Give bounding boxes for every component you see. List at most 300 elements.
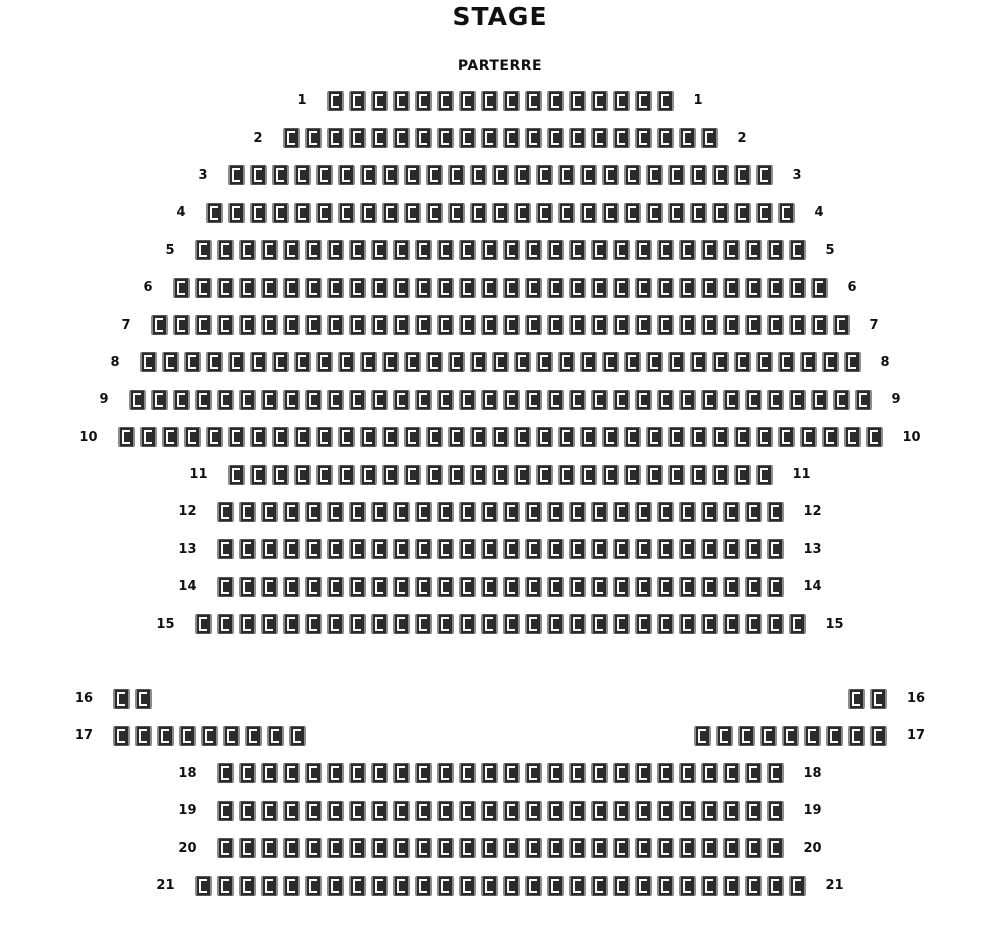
seat-icon[interactable]	[602, 165, 619, 185]
seat-icon[interactable]	[723, 763, 740, 783]
seat-icon[interactable]	[459, 876, 476, 896]
seat-icon[interactable]	[261, 876, 278, 896]
seat-icon[interactable]	[294, 427, 311, 447]
seat-icon[interactable]	[349, 763, 366, 783]
seat-icon[interactable]	[679, 577, 696, 597]
seat-icon[interactable]	[327, 876, 344, 896]
seat-icon[interactable]	[657, 614, 674, 634]
seat-icon[interactable]	[261, 763, 278, 783]
seat-icon[interactable]	[459, 128, 476, 148]
seat-icon[interactable]	[701, 539, 718, 559]
seat-icon[interactable]	[272, 427, 289, 447]
seat-icon[interactable]	[635, 91, 652, 111]
seat-icon[interactable]	[723, 876, 740, 896]
seat-icon[interactable]	[448, 165, 465, 185]
seat-icon[interactable]	[745, 390, 762, 410]
seat-icon[interactable]	[327, 577, 344, 597]
seat-icon[interactable]	[822, 352, 839, 372]
seat-icon[interactable]	[789, 876, 806, 896]
seat-icon[interactable]	[767, 539, 784, 559]
seat-icon[interactable]	[569, 614, 586, 634]
seat-icon[interactable]	[657, 801, 674, 821]
seat-icon[interactable]	[536, 465, 553, 485]
seat-icon[interactable]	[525, 390, 542, 410]
seat-icon[interactable]	[558, 465, 575, 485]
seat-icon[interactable]	[811, 278, 828, 298]
seat-icon[interactable]	[239, 539, 256, 559]
seat-icon[interactable]	[382, 165, 399, 185]
seat-icon[interactable]	[569, 390, 586, 410]
seat-icon[interactable]	[217, 577, 234, 597]
seat-icon[interactable]	[415, 801, 432, 821]
seat-icon[interactable]	[547, 614, 564, 634]
seat-icon[interactable]	[870, 689, 887, 709]
seat-icon[interactable]	[371, 539, 388, 559]
seat-icon[interactable]	[250, 427, 267, 447]
seat-icon[interactable]	[184, 352, 201, 372]
seat-icon[interactable]	[547, 315, 564, 335]
seat-icon[interactable]	[305, 876, 322, 896]
seat-icon[interactable]	[613, 801, 630, 821]
seat-icon[interactable]	[591, 577, 608, 597]
seat-icon[interactable]	[481, 278, 498, 298]
seat-icon[interactable]	[338, 427, 355, 447]
seat-icon[interactable]	[239, 278, 256, 298]
seat-icon[interactable]	[157, 726, 174, 746]
seat-icon[interactable]	[514, 165, 531, 185]
seat-icon[interactable]	[591, 91, 608, 111]
seat-icon[interactable]	[239, 390, 256, 410]
seat-icon[interactable]	[723, 240, 740, 260]
seat-icon[interactable]	[481, 801, 498, 821]
seat-icon[interactable]	[415, 240, 432, 260]
seat-icon[interactable]	[239, 763, 256, 783]
seat-icon[interactable]	[415, 91, 432, 111]
seat-icon[interactable]	[217, 614, 234, 634]
seat-icon[interactable]	[503, 763, 520, 783]
seat-icon[interactable]	[129, 390, 146, 410]
seat-icon[interactable]	[657, 128, 674, 148]
seat-icon[interactable]	[261, 838, 278, 858]
seat-icon[interactable]	[701, 801, 718, 821]
seat-icon[interactable]	[371, 876, 388, 896]
seat-icon[interactable]	[602, 203, 619, 223]
seat-icon[interactable]	[848, 726, 865, 746]
seat-icon[interactable]	[745, 502, 762, 522]
seat-icon[interactable]	[716, 726, 733, 746]
seat-icon[interactable]	[393, 91, 410, 111]
seat-icon[interactable]	[789, 614, 806, 634]
seat-icon[interactable]	[767, 315, 784, 335]
seat-icon[interactable]	[734, 427, 751, 447]
seat-icon[interactable]	[437, 390, 454, 410]
seat-icon[interactable]	[338, 165, 355, 185]
seat-icon[interactable]	[569, 838, 586, 858]
seat-icon[interactable]	[393, 278, 410, 298]
seat-icon[interactable]	[694, 726, 711, 746]
seat-icon[interactable]	[448, 427, 465, 447]
seat-icon[interactable]	[525, 240, 542, 260]
seat-icon[interactable]	[591, 315, 608, 335]
seat-icon[interactable]	[547, 390, 564, 410]
seat-icon[interactable]	[646, 165, 663, 185]
seat-icon[interactable]	[525, 91, 542, 111]
seat-icon[interactable]	[371, 390, 388, 410]
seat-icon[interactable]	[804, 726, 821, 746]
seat-icon[interactable]	[459, 502, 476, 522]
seat-icon[interactable]	[569, 801, 586, 821]
seat-icon[interactable]	[470, 165, 487, 185]
seat-icon[interactable]	[459, 614, 476, 634]
seat-icon[interactable]	[646, 427, 663, 447]
seat-icon[interactable]	[250, 165, 267, 185]
seat-icon[interactable]	[283, 502, 300, 522]
seat-icon[interactable]	[140, 352, 157, 372]
seat-icon[interactable]	[734, 165, 751, 185]
seat-icon[interactable]	[437, 91, 454, 111]
seat-icon[interactable]	[283, 390, 300, 410]
seat-icon[interactable]	[635, 502, 652, 522]
seat-icon[interactable]	[481, 614, 498, 634]
seat-icon[interactable]	[305, 240, 322, 260]
seat-icon[interactable]	[701, 315, 718, 335]
seat-icon[interactable]	[217, 502, 234, 522]
seat-icon[interactable]	[470, 465, 487, 485]
seat-icon[interactable]	[338, 465, 355, 485]
seat-icon[interactable]	[525, 502, 542, 522]
seat-icon[interactable]	[558, 352, 575, 372]
seat-icon[interactable]	[503, 91, 520, 111]
seat-icon[interactable]	[657, 876, 674, 896]
seat-icon[interactable]	[261, 614, 278, 634]
seat-icon[interactable]	[459, 240, 476, 260]
seat-icon[interactable]	[558, 203, 575, 223]
seat-icon[interactable]	[426, 352, 443, 372]
seat-icon[interactable]	[679, 614, 696, 634]
seat-icon[interactable]	[327, 390, 344, 410]
seat-icon[interactable]	[624, 165, 641, 185]
seat-icon[interactable]	[602, 465, 619, 485]
seat-icon[interactable]	[393, 315, 410, 335]
seat-icon[interactable]	[723, 390, 740, 410]
seat-icon[interactable]	[415, 128, 432, 148]
seat-icon[interactable]	[635, 315, 652, 335]
seat-icon[interactable]	[305, 278, 322, 298]
seat-icon[interactable]	[668, 165, 685, 185]
seat-icon[interactable]	[327, 763, 344, 783]
seat-icon[interactable]	[613, 278, 630, 298]
seat-icon[interactable]	[195, 240, 212, 260]
seat-icon[interactable]	[349, 801, 366, 821]
seat-icon[interactable]	[393, 801, 410, 821]
seat-icon[interactable]	[305, 614, 322, 634]
seat-icon[interactable]	[393, 502, 410, 522]
seat-icon[interactable]	[179, 726, 196, 746]
seat-icon[interactable]	[514, 465, 531, 485]
seat-icon[interactable]	[800, 427, 817, 447]
seat-icon[interactable]	[272, 465, 289, 485]
seat-icon[interactable]	[267, 726, 284, 746]
seat-icon[interactable]	[228, 427, 245, 447]
seat-icon[interactable]	[283, 876, 300, 896]
seat-icon[interactable]	[415, 315, 432, 335]
seat-icon[interactable]	[415, 577, 432, 597]
seat-icon[interactable]	[756, 427, 773, 447]
seat-icon[interactable]	[327, 315, 344, 335]
seat-icon[interactable]	[415, 876, 432, 896]
seat-icon[interactable]	[668, 203, 685, 223]
seat-icon[interactable]	[690, 203, 707, 223]
seat-icon[interactable]	[723, 614, 740, 634]
seat-icon[interactable]	[547, 577, 564, 597]
seat-icon[interactable]	[848, 689, 865, 709]
seat-icon[interactable]	[283, 614, 300, 634]
seat-icon[interactable]	[217, 539, 234, 559]
seat-icon[interactable]	[459, 390, 476, 410]
seat-icon[interactable]	[327, 278, 344, 298]
seat-icon[interactable]	[591, 801, 608, 821]
seat-icon[interactable]	[217, 390, 234, 410]
seat-icon[interactable]	[503, 390, 520, 410]
seat-icon[interactable]	[657, 278, 674, 298]
seat-icon[interactable]	[745, 539, 762, 559]
seat-icon[interactable]	[481, 577, 498, 597]
seat-icon[interactable]	[481, 876, 498, 896]
seat-icon[interactable]	[437, 801, 454, 821]
seat-icon[interactable]	[679, 838, 696, 858]
seat-icon[interactable]	[514, 203, 531, 223]
seat-icon[interactable]	[481, 763, 498, 783]
seat-icon[interactable]	[745, 278, 762, 298]
seat-icon[interactable]	[503, 838, 520, 858]
seat-icon[interactable]	[569, 128, 586, 148]
seat-icon[interactable]	[679, 315, 696, 335]
seat-icon[interactable]	[712, 465, 729, 485]
seat-icon[interactable]	[701, 763, 718, 783]
seat-icon[interactable]	[635, 838, 652, 858]
seat-icon[interactable]	[547, 128, 564, 148]
seat-icon[interactable]	[536, 165, 553, 185]
seat-icon[interactable]	[404, 203, 421, 223]
seat-icon[interactable]	[195, 315, 212, 335]
seat-icon[interactable]	[459, 315, 476, 335]
seat-icon[interactable]	[481, 91, 498, 111]
seat-icon[interactable]	[261, 801, 278, 821]
seat-icon[interactable]	[679, 876, 696, 896]
seat-icon[interactable]	[481, 390, 498, 410]
seat-icon[interactable]	[239, 838, 256, 858]
seat-icon[interactable]	[657, 91, 674, 111]
seat-icon[interactable]	[360, 165, 377, 185]
seat-icon[interactable]	[404, 465, 421, 485]
seat-icon[interactable]	[349, 876, 366, 896]
seat-icon[interactable]	[404, 165, 421, 185]
seat-icon[interactable]	[734, 465, 751, 485]
seat-icon[interactable]	[723, 801, 740, 821]
seat-icon[interactable]	[250, 203, 267, 223]
seat-icon[interactable]	[624, 465, 641, 485]
seat-icon[interactable]	[811, 315, 828, 335]
seat-icon[interactable]	[481, 502, 498, 522]
seat-icon[interactable]	[113, 689, 130, 709]
seat-icon[interactable]	[289, 726, 306, 746]
seat-icon[interactable]	[591, 876, 608, 896]
seat-icon[interactable]	[382, 427, 399, 447]
seat-icon[interactable]	[360, 352, 377, 372]
seat-icon[interactable]	[646, 203, 663, 223]
seat-icon[interactable]	[569, 763, 586, 783]
seat-icon[interactable]	[503, 614, 520, 634]
seat-icon[interactable]	[745, 763, 762, 783]
seat-icon[interactable]	[272, 352, 289, 372]
seat-icon[interactable]	[239, 502, 256, 522]
seat-icon[interactable]	[657, 838, 674, 858]
seat-icon[interactable]	[525, 128, 542, 148]
seat-icon[interactable]	[316, 203, 333, 223]
seat-icon[interactable]	[811, 390, 828, 410]
seat-icon[interactable]	[305, 315, 322, 335]
seat-icon[interactable]	[437, 128, 454, 148]
seat-icon[interactable]	[459, 278, 476, 298]
seat-icon[interactable]	[162, 427, 179, 447]
seat-icon[interactable]	[646, 352, 663, 372]
seat-icon[interactable]	[206, 427, 223, 447]
seat-icon[interactable]	[569, 577, 586, 597]
seat-icon[interactable]	[228, 165, 245, 185]
seat-icon[interactable]	[547, 91, 564, 111]
seat-icon[interactable]	[492, 465, 509, 485]
seat-icon[interactable]	[569, 240, 586, 260]
seat-icon[interactable]	[371, 801, 388, 821]
seat-icon[interactable]	[690, 165, 707, 185]
seat-icon[interactable]	[679, 128, 696, 148]
seat-icon[interactable]	[327, 128, 344, 148]
seat-icon[interactable]	[261, 539, 278, 559]
seat-icon[interactable]	[481, 240, 498, 260]
seat-icon[interactable]	[415, 614, 432, 634]
seat-icon[interactable]	[261, 502, 278, 522]
seat-icon[interactable]	[767, 801, 784, 821]
seat-icon[interactable]	[305, 502, 322, 522]
seat-icon[interactable]	[844, 352, 861, 372]
seat-icon[interactable]	[217, 240, 234, 260]
seat-icon[interactable]	[459, 577, 476, 597]
seat-icon[interactable]	[349, 577, 366, 597]
seat-icon[interactable]	[624, 427, 641, 447]
seat-icon[interactable]	[723, 539, 740, 559]
seat-icon[interactable]	[635, 876, 652, 896]
seat-icon[interactable]	[701, 838, 718, 858]
seat-icon[interactable]	[283, 801, 300, 821]
seat-icon[interactable]	[690, 465, 707, 485]
seat-icon[interactable]	[613, 315, 630, 335]
seat-icon[interactable]	[822, 427, 839, 447]
seat-icon[interactable]	[503, 577, 520, 597]
seat-icon[interactable]	[173, 315, 190, 335]
seat-icon[interactable]	[371, 614, 388, 634]
seat-icon[interactable]	[767, 278, 784, 298]
seat-icon[interactable]	[679, 763, 696, 783]
seat-icon[interactable]	[283, 539, 300, 559]
seat-icon[interactable]	[437, 876, 454, 896]
seat-icon[interactable]	[201, 726, 218, 746]
seat-icon[interactable]	[536, 352, 553, 372]
seat-icon[interactable]	[393, 614, 410, 634]
seat-icon[interactable]	[833, 390, 850, 410]
seat-icon[interactable]	[349, 502, 366, 522]
seat-icon[interactable]	[371, 838, 388, 858]
seat-icon[interactable]	[657, 577, 674, 597]
seat-icon[interactable]	[635, 390, 652, 410]
seat-icon[interactable]	[272, 165, 289, 185]
seat-icon[interactable]	[547, 539, 564, 559]
seat-icon[interactable]	[646, 465, 663, 485]
seat-icon[interactable]	[734, 352, 751, 372]
seat-icon[interactable]	[261, 240, 278, 260]
seat-icon[interactable]	[206, 203, 223, 223]
seat-icon[interactable]	[459, 91, 476, 111]
seat-icon[interactable]	[503, 539, 520, 559]
seat-icon[interactable]	[349, 240, 366, 260]
seat-icon[interactable]	[228, 352, 245, 372]
seat-icon[interactable]	[415, 502, 432, 522]
seat-icon[interactable]	[217, 278, 234, 298]
seat-icon[interactable]	[503, 502, 520, 522]
seat-icon[interactable]	[481, 315, 498, 335]
seat-icon[interactable]	[789, 240, 806, 260]
seat-icon[interactable]	[525, 801, 542, 821]
seat-icon[interactable]	[140, 427, 157, 447]
seat-icon[interactable]	[602, 352, 619, 372]
seat-icon[interactable]	[826, 726, 843, 746]
seat-icon[interactable]	[613, 838, 630, 858]
seat-icon[interactable]	[437, 278, 454, 298]
seat-icon[interactable]	[712, 203, 729, 223]
seat-icon[interactable]	[415, 278, 432, 298]
seat-icon[interactable]	[349, 838, 366, 858]
seat-icon[interactable]	[448, 203, 465, 223]
seat-icon[interactable]	[756, 165, 773, 185]
seat-icon[interactable]	[393, 240, 410, 260]
seat-icon[interactable]	[113, 726, 130, 746]
seat-icon[interactable]	[778, 352, 795, 372]
seat-icon[interactable]	[349, 128, 366, 148]
seat-icon[interactable]	[316, 427, 333, 447]
seat-icon[interactable]	[437, 539, 454, 559]
seat-icon[interactable]	[767, 876, 784, 896]
seat-icon[interactable]	[470, 427, 487, 447]
seat-icon[interactable]	[327, 801, 344, 821]
seat-icon[interactable]	[261, 577, 278, 597]
seat-icon[interactable]	[228, 203, 245, 223]
seat-icon[interactable]	[503, 315, 520, 335]
seat-icon[interactable]	[613, 91, 630, 111]
seat-icon[interactable]	[382, 203, 399, 223]
seat-icon[interactable]	[195, 278, 212, 298]
seat-icon[interactable]	[767, 240, 784, 260]
seat-icon[interactable]	[613, 577, 630, 597]
seat-icon[interactable]	[349, 539, 366, 559]
seat-icon[interactable]	[338, 203, 355, 223]
seat-icon[interactable]	[580, 427, 597, 447]
seat-icon[interactable]	[745, 614, 762, 634]
seat-icon[interactable]	[569, 876, 586, 896]
seat-icon[interactable]	[283, 278, 300, 298]
seat-icon[interactable]	[184, 427, 201, 447]
seat-icon[interactable]	[492, 352, 509, 372]
seat-icon[interactable]	[426, 465, 443, 485]
seat-icon[interactable]	[591, 390, 608, 410]
